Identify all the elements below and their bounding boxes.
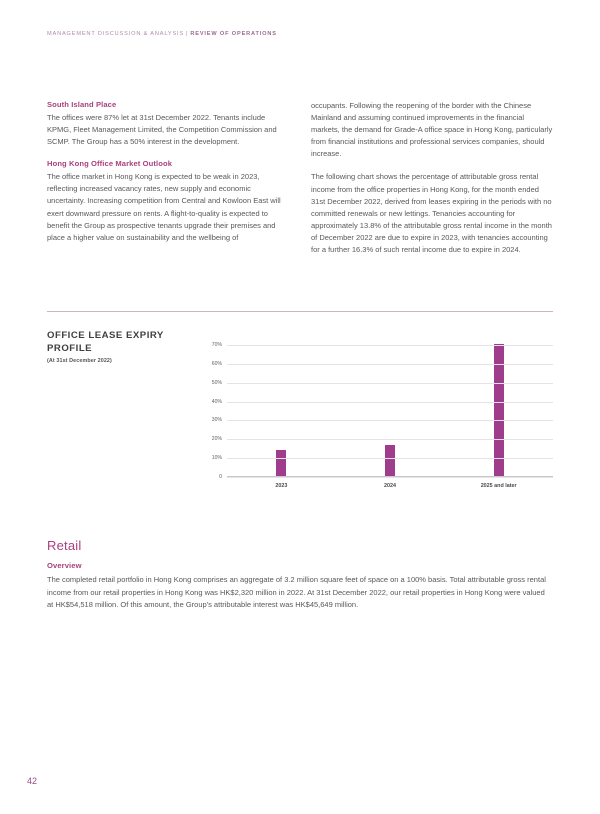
- chart-gridline: [227, 477, 553, 478]
- right-column: [311, 100, 553, 256]
- running-header-right: REVIEW OF OPERATIONS: [190, 31, 277, 37]
- page-number: 42: [27, 776, 38, 786]
- chart-y-tick-label: 70%: [211, 342, 222, 348]
- paragraph-south-island-place: The offices were 87% let at 31st December 2022. Tenants include KPMG, Fleet Management Limited, the Competition Commission and SCMP. The Group has a 50% interest in the development.: [47, 113, 277, 147]
- chart-x-axis-labels: [227, 483, 553, 489]
- chart-plot-area: [199, 342, 553, 507]
- paragraph-retail-overview: The completed retail portfolio in Hong Kong comprises an aggregate of 3.2 million square feet of space on a 100% basis. Total attributable gross rental income from our retail properties in Hong Kong was HK$2,320 million in 2022. At 31st December 2022, our retail properties in Hong Kong were valued at HK$54,518 million. Of this amount, the Group's attributable interest was HK$45,649 million.: [47, 575, 546, 610]
- paragraph-hk-office-market-outlook: The office market in Hong Kong is expected to be weak in 2023, reflecting increased vacancy rates, new supply and economic uncertainty. Increasing competition from Central and Kowloon East will exert downward pressure on rents. A flight-to-quality is expected to benefit the Group as prospective tenants upgrade their premises and place a higher value on sustainability and the wellbeing of: [47, 172, 281, 242]
- paragraph-chart-description: The following chart shows the percentage of attributable gross rental income from the office properties in Hong Kong, for the month ended 31st December 2022, derived from leases expiring in the periods with no committed renewals or new lettings. Tenancies accounting for approximately 13.8% of the attributable gross rental income in the month of December 2022 are due to expire in 2023, with tenancies accounting for a further 16.3% of such rental income due to expire in 2024.: [311, 172, 552, 255]
- heading-hk-office-market-outlook: Hong Kong Office Market Outlook: [47, 159, 173, 169]
- running-header: [47, 31, 277, 37]
- running-header-separator: |: [186, 31, 189, 37]
- heading-south-island-place: South Island Place: [47, 100, 117, 109]
- office-lease-expiry-chart: [47, 329, 553, 509]
- body-columns: [47, 100, 553, 256]
- chart-gridline: [227, 345, 553, 346]
- section-divider: [47, 311, 553, 312]
- chart-gridlines: [227, 345, 553, 477]
- chart-gridline: [227, 439, 553, 440]
- chart-x-tick-label: 2023: [275, 483, 288, 489]
- chart-gridline: [227, 458, 553, 459]
- chart-title-block: [47, 329, 192, 364]
- heading-retail-overview: Overview: [47, 561, 82, 570]
- chart-y-tick-label: 60%: [211, 360, 222, 367]
- chart-y-tick-label: 20%: [211, 436, 222, 443]
- section-title-retail: Retail: [47, 538, 82, 553]
- chart-y-tick-label: 0: [219, 474, 222, 480]
- running-header-left: MANAGEMENT DISCUSSION & ANALYSIS: [47, 31, 185, 37]
- chart-gridline: [227, 364, 553, 365]
- chart-bar: [385, 445, 395, 476]
- chart-gridline: [227, 383, 553, 384]
- chart-x-tick-label: 2024: [384, 483, 396, 489]
- left-column: [47, 100, 289, 256]
- chart-y-tick-label: 10%: [211, 455, 222, 462]
- chart-y-axis: [199, 342, 225, 480]
- chart-y-tick-label: 30%: [211, 417, 222, 424]
- chart-y-tick-label: 50%: [211, 379, 222, 386]
- chart-x-tick-label: 2025 and later: [480, 483, 517, 489]
- paragraph-occupants-continued: occupants. Following the reopening of the border with the Chinese Mainland and assuming continued improvements in the financial markets, the demand for Grade-A office space in Hong Kong, particularly from financial institutions and professional services companies, should increase.: [311, 101, 553, 159]
- chart-bar: [276, 450, 286, 476]
- chart-gridline: [227, 420, 553, 421]
- chart-y-tick-label: 40%: [211, 398, 222, 405]
- chart-title: OFFICE LEASE EXPIRY PROFILE: [47, 330, 164, 354]
- retail-section: [47, 538, 553, 612]
- chart-gridline: [227, 402, 553, 403]
- chart-subtitle: (At 31st December 2022): [47, 358, 112, 364]
